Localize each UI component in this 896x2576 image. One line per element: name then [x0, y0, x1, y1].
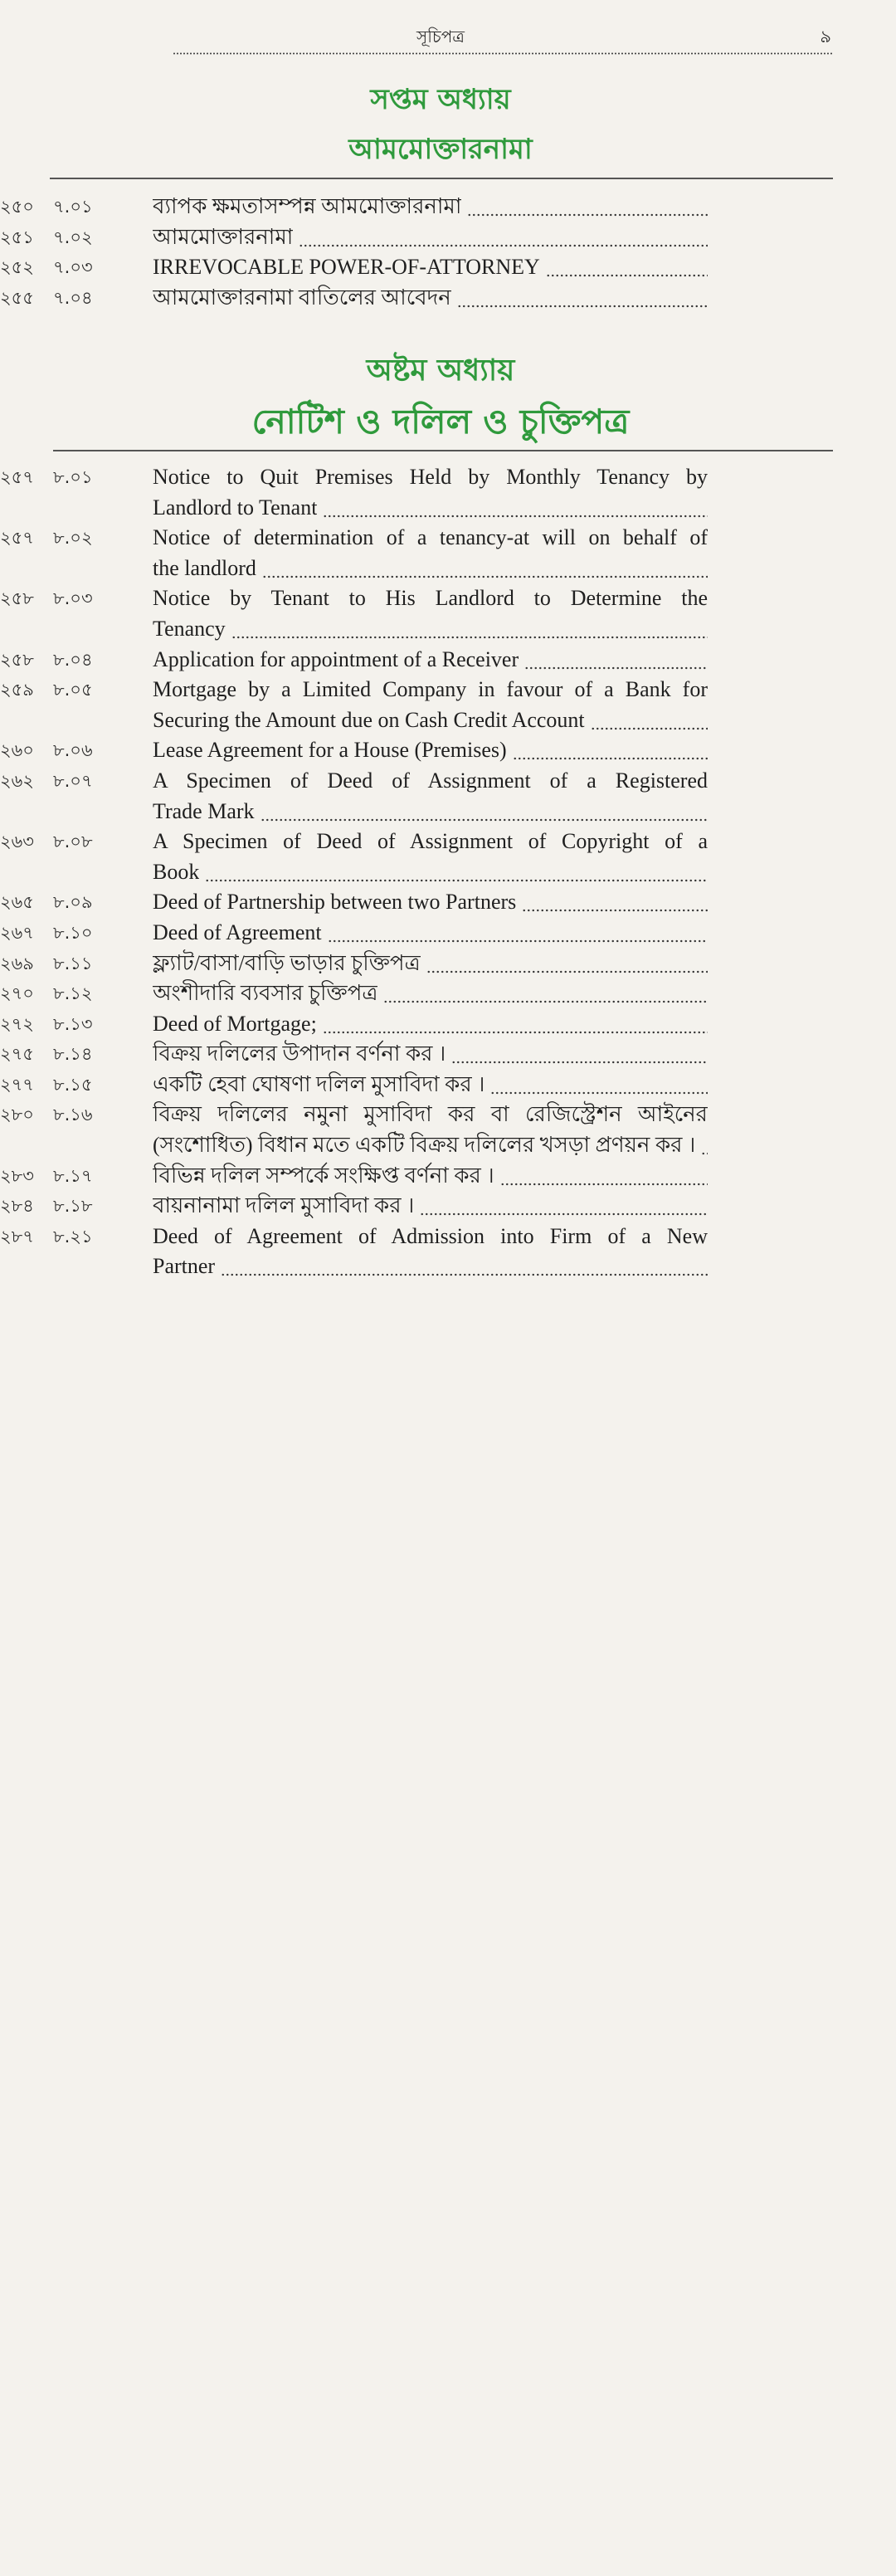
entry-title-line: Notice of determination of a tenancy-at will on behalf of [153, 525, 708, 550]
entry-number: ৮.১৪ [53, 1044, 93, 1065]
entry-title-text: Application for appointment of a Receiver [153, 646, 519, 671]
toc-entry [0, 887, 896, 918]
entry-page-number: ২৫০ [0, 197, 34, 217]
entry-number: ৮.০৫ [53, 680, 93, 700]
entry-number: ৮.১৮ [53, 1196, 93, 1217]
entry-title-text: IRREVOCABLE POWER-OF-ATTORNEY [153, 255, 540, 280]
entry-number: ৮.২১ [53, 1226, 93, 1247]
toc-entry [0, 192, 896, 222]
header-dotted-rule [173, 52, 833, 55]
entry-title-text: Tenancy [153, 616, 226, 641]
entry-title-line: A Specimen of Deed of Assignment of Copyright of a [153, 829, 708, 854]
toc-entry [0, 1009, 896, 1040]
entry-number: ৮.০৭ [53, 770, 93, 791]
toc-entry [0, 735, 896, 766]
entry-title-text: একটি হেবা ঘোষণা দলিল মুসাবিদা কর । [153, 1071, 485, 1096]
entry-title-text: (সংশোধিত) বিধান মতে একটি বিক্রয় দলিলের খসড়া প্রণয়ন কর । [153, 1133, 695, 1158]
entry-number: ৮.০৮ [53, 832, 93, 852]
entry-title-text: আমমোক্তারনামা [153, 224, 294, 249]
entry-number: ৮.১০ [53, 922, 93, 943]
entry-page-number: ২৮৭ [0, 1226, 34, 1247]
entry-title-text: Deed of Partnership between two Partners [153, 890, 517, 915]
entry-title-text: বায়নানামা দলিল মুসাবিদা কর । [153, 1193, 415, 1218]
toc-entry [0, 827, 896, 887]
entry-number: ৮.০৯ [53, 892, 93, 913]
entry-title-text: আমমোক্তারনামা বাতিলের আবেদন [153, 285, 451, 310]
entry-number: ৮.০৬ [53, 740, 93, 761]
entry-title-text: Book [153, 859, 200, 884]
entry-number: ৭.০২ [53, 227, 93, 247]
entry-page-number: ২৫৫ [0, 287, 34, 308]
toc-entry [0, 222, 896, 253]
entry-page-number: ২৬২ [0, 770, 34, 791]
entry-title-text: Landlord to Tenant [153, 495, 318, 520]
entry-number: ৮.০১ [53, 467, 93, 487]
entry-page-number: ২৫৭ [0, 467, 34, 487]
toc-entry [0, 1191, 896, 1222]
entry-title-text: Partner [153, 1254, 216, 1279]
entry-title-line: Deed of Agreement of Admission into Firm of a New [153, 1223, 708, 1248]
entry-page-number: ২৮০ [0, 1105, 34, 1125]
toc-entry [0, 766, 896, 827]
toc-entry [0, 918, 896, 949]
chapter-divider [50, 178, 833, 179]
entry-number: ৮.১৭ [53, 1165, 93, 1186]
entry-title-text: বিক্রয় দলিলের উপাদান বর্ণনা কর । [153, 1042, 446, 1066]
toc-entry [0, 583, 896, 644]
entry-page-number: ২৫৮ [0, 649, 34, 670]
entry-title-text: ব্যাপক ক্ষমতাসম্পন্ন আমমোক্তারনামা [153, 194, 462, 218]
entry-title-text: Deed of Agreement [153, 920, 322, 944]
chapter-divider [53, 450, 833, 451]
toc-list [0, 192, 896, 313]
toc-entry [0, 978, 896, 1009]
entry-page-number: ২৬০ [0, 740, 34, 761]
page-number-header: ৯ [820, 27, 831, 46]
entry-title-line: বিক্রয় দলিলের নমুনা মুসাবিদা কর বা রেজিস্ট্রেশন আইনের [153, 1102, 708, 1127]
entry-number: ৮.০২ [53, 528, 93, 549]
entry-page-number: ২৮৩ [0, 1165, 34, 1186]
entry-page-number: ২৬৭ [0, 922, 34, 943]
entry-title-text: অংশীদারি ব্যবসার চুক্তিপত্র [153, 981, 378, 1006]
entry-number: ৮.১১ [53, 953, 93, 973]
running-header-title: সূচিপত্র [416, 27, 465, 46]
entry-page-number: ২৫৭ [0, 528, 34, 549]
toc-entry [0, 1161, 896, 1192]
entry-number: ৮.০৪ [53, 649, 93, 670]
chapter-subheading: আমমোক্তারনামা [348, 133, 533, 166]
entry-page-number: ২৭২ [0, 1013, 34, 1034]
entry-number: ৭.০৩ [53, 257, 93, 278]
entry-number: ৭.০১ [53, 197, 93, 217]
entry-title-line: Notice to Quit Premises Held by Monthly Tenancy by [153, 465, 708, 489]
entry-page-number: ২৬৫ [0, 892, 34, 913]
entry-title-line: Notice by Tenant to His Landlord to Determine the [153, 586, 708, 611]
entry-page-number: ২৫২ [0, 257, 34, 278]
toc-entry [0, 462, 896, 523]
toc-entry [0, 1039, 896, 1070]
entry-title-line: A Specimen of Deed of Assignment of a Registered [153, 768, 708, 793]
entry-title-text: the landlord [153, 555, 256, 580]
entry-number: ৭.০৪ [53, 287, 93, 308]
toc-list [0, 462, 896, 1282]
entry-page-number: ২৭৫ [0, 1044, 34, 1065]
entry-title-text: Securing the Amount due on Cash Credit Account [153, 707, 585, 732]
entry-page-number: ২৫৮ [0, 588, 34, 609]
toc-entry [0, 523, 896, 583]
toc-entry [0, 1222, 896, 1282]
entry-page-number: ২৬৩ [0, 832, 34, 852]
entry-page-number: ২৬৯ [0, 953, 34, 973]
toc-entry [0, 645, 896, 676]
entry-number: ৮.১৬ [53, 1105, 93, 1125]
entry-title-text: Deed of Mortgage; [153, 1011, 317, 1036]
entry-number: ৮.১৫ [53, 1074, 93, 1095]
entry-page-number: ২৫১ [0, 227, 34, 247]
toc-entry [0, 949, 896, 979]
entry-number: ৮.০৩ [53, 588, 93, 609]
entry-title-text: Trade Mark [153, 798, 255, 823]
entry-title-text: Lease Agreement for a House (Premises) [153, 738, 507, 763]
entry-title-text: বিভিন্ন দলিল সম্পর্কে সংক্ষিপ্ত বর্ণনা কর । [153, 1163, 494, 1188]
toc-entry [0, 675, 896, 735]
toc-entry [0, 283, 896, 314]
entry-title-line: Mortgage by a Limited Company in favour of a Bank for [153, 677, 708, 702]
chapter-subheading: নোটিশ ও দলিল ও চুক্তিপত্র [251, 402, 630, 442]
entry-number: ৮.১২ [53, 983, 93, 1004]
chapter-heading: অষ্টম অধ্যায় [366, 354, 515, 388]
entry-title-text: ফ্ল্যাট/বাসা/বাড়ি ভাড়ার চুক্তিপত্র [153, 950, 421, 975]
entry-number: ৮.১৩ [53, 1013, 93, 1034]
entry-page-number: ২৭৭ [0, 1074, 34, 1095]
entry-page-number: ২৫৯ [0, 680, 34, 700]
entry-page-number: ২৭০ [0, 983, 34, 1004]
chapter-heading: সপ্তম অধ্যায় [370, 83, 511, 116]
toc-entry [0, 252, 896, 283]
toc-entry [0, 1070, 896, 1100]
toc-entry [0, 1100, 896, 1160]
entry-page-number: ২৮৪ [0, 1196, 34, 1217]
